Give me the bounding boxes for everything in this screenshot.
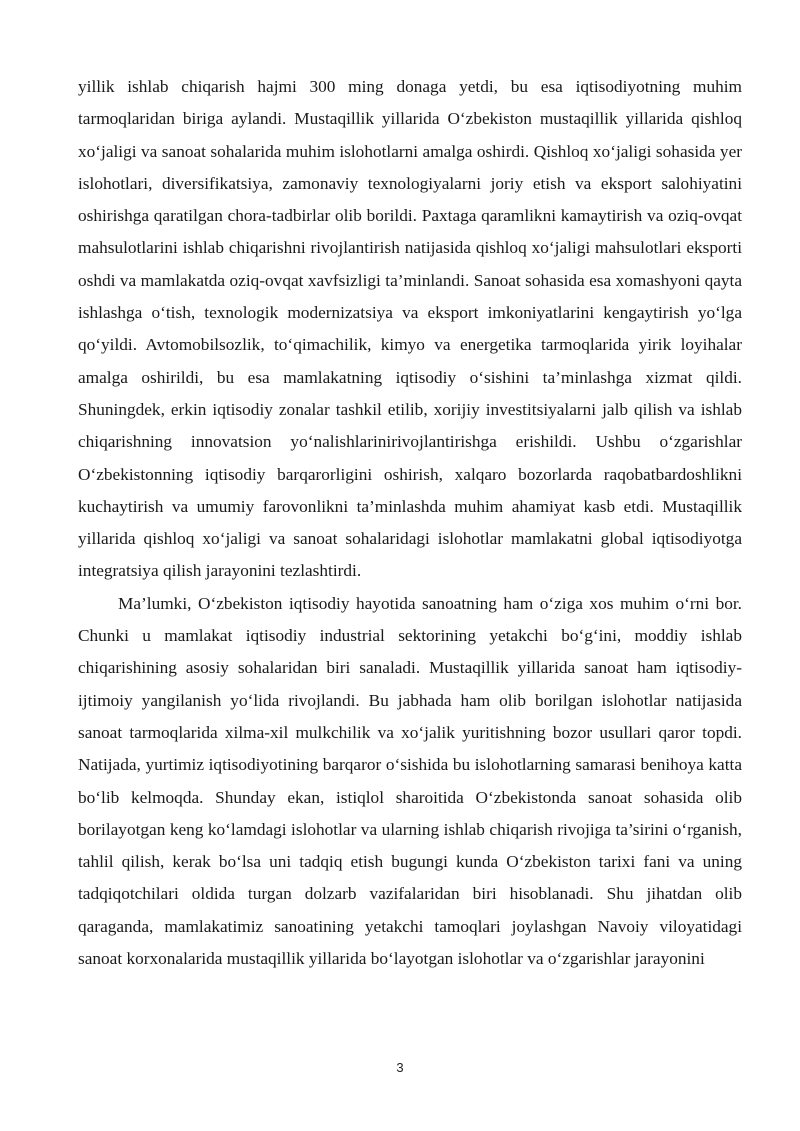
body-paragraph-1: yillik ishlab chiqarish hajmi 300 ming donaga yetdi, bu esa iqtisodiyotning muhim tarmoqlaridan biriga aylandi. Mustaqillik yillarida O‘zbekiston mustaqillik yillarida qishloq xo‘jaligi va sanoat sohalarida muhim islohotlarni amalga oshirdi. Qishloq xo‘jaligi sohasida yer islohotlari, diversifikatsiya, zamonaviy texnologiyalarni joriy etish va eksport salohiyatini oshirishga qaratilgan chora-tadbirlar olib borildi. Paxtaga qaramlikni kamaytirish va oziq-ovqat mahsulotlarini ishlab chiqarishni rivojlantirish natijasida qishloq xo‘jaligi mahsulotlari eksporti oshdi va mamlakatda oziq-ovqat xavfsizligi ta’minlandi. Sanoat sohasida esa xomashyoni qayta ishlashga o‘tish, texnologik modernizatsiya va eksport imkoniyatlarini kengaytirish yo‘lga qo‘yildi. Avtomobilsozlik, to‘qimachilik, kimyo va energetika tarmoqlarida yirik loyihalar amalga oshirildi, bu esa mamlakatning iqtisodiy o‘sishini ta’minlashga xizmat qildi. Shuningdek, erkin iqtisodiy zonalar tashkil etilib, xorijiy investitsiyalarni jalb qilish va ishlab chiqarishning innovatsion yo‘nalishlarinirivojlantirishga erishildi. Ushbu o‘zgarishlar O‘zbekistonning iqtisodiy barqarorligini oshirish, xalqaro bozorlarda raqobatbardoshlikni kuchaytirish va umumiy farovonlikni ta’minlashda muhim ahamiyat kasb etdi. Mustaqillik yillarida qishloq xo‘jaligi va sanoat sohalaridagi islohotlar mamlakatni global iqtisodiyotga integratsiya qilish jarayonini tezlashtirdi. — [78, 77, 742, 581]
page-number: 3 — [396, 1060, 404, 1075]
body-paragraph-2: Ma’lumki, O‘zbekiston iqtisodiy hayotida sanoatning ham o‘ziga xos muhim o‘rni bor. Chunki u mamlakat iqtisodiy industrial sektorining yetakchi bo‘g‘ini, moddiy ishlab chiqarishining asosiy sohalaridan biri sanaladi. Mustaqillik yillarida sanoat ham iqtisodiy-ijtimoiy yangilanish yo‘lida rivojlandi. Bu jabhada ham olib borilgan islohotlar natijasida sanoat tarmoqlarida xilma-xil mulkchilik va xo‘jalik yuritishning bozor usullari qaror topdi. Natijada, yurtimiz iqtisodiyotining barqaror o‘sishida bu islohotlarning samarasi benihoya katta bo‘lib kelmoqda. Shunday ekan, istiqlol sharoitida O‘zbekistonda sanoat sohasida olib borilayotgan keng ko‘lamdagi islohotlar va ularning ishlab chiqarish rivojiga ta’sirini o‘rganish, tahlil qilish, kerak bo‘lsa uni tadqiq etish bugungi kunda O‘zbekiston tarixi fani va uning tadqiqotchilari oldida turgan dolzarb vazifalaridan biri hisoblanadi. Shu jihatdan olib qaraganda, mamlakatimiz sanoatining yetakchi tamoqlari joylashgan Navoiy viloyatidagi sanoat korxonalarida mustaqillik yillarida bo‘layotgan islohotlar va o‘zgarishlar jarayonini — [78, 593, 742, 969]
document-body — [78, 71, 742, 975]
